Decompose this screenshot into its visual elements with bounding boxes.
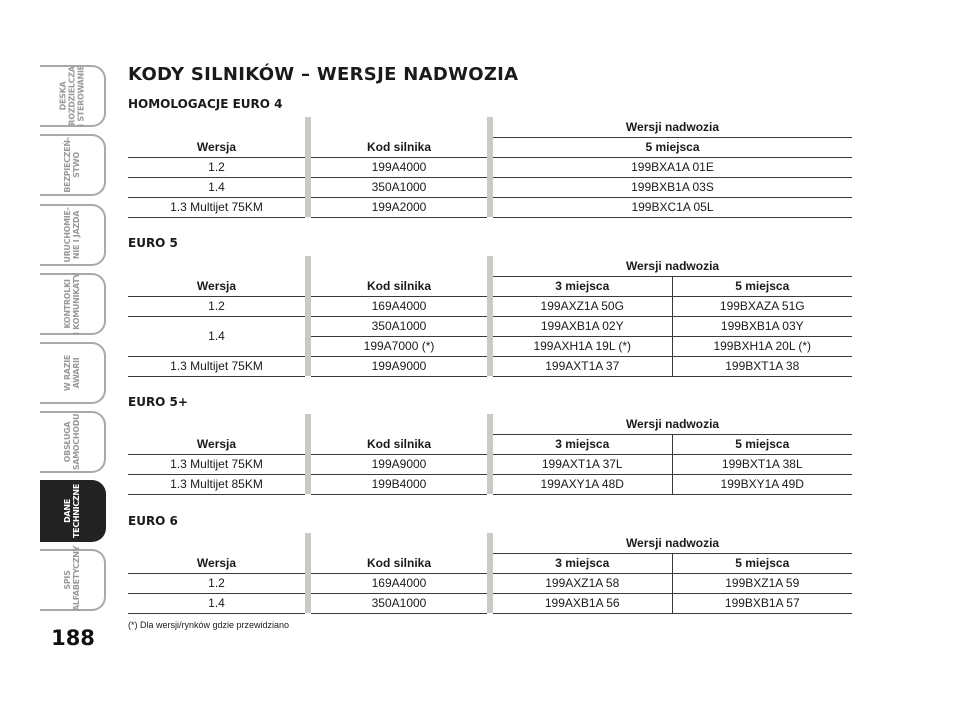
chapter-tabs	[40, 0, 106, 709]
section-title-euro5plus: EURO 5+	[128, 395, 188, 409]
cell-5-miejsca: 199BXH1A 20L (*)	[672, 336, 852, 356]
cell-5-miejsca: 199BXT1A 38L	[672, 454, 852, 474]
section-title-euro5: EURO 5	[128, 236, 178, 250]
table-row	[128, 296, 852, 316]
tab-uruchomienie-i-jazda[interactable]	[40, 204, 106, 266]
col-3-miejsca: 3 miejsca	[493, 553, 672, 573]
cell-kod: 350A1000	[311, 316, 487, 336]
tab-deska-rozdzielcza[interactable]	[40, 65, 106, 127]
table-euro5	[128, 256, 852, 377]
cell-3-miejsca: 199AXT1A 37	[493, 356, 672, 376]
col-wersja: Wersja	[128, 434, 305, 454]
cell-3-miejsca: 199AXZ1A 58	[493, 573, 672, 593]
col-kod-silnika: Kod silnika	[311, 276, 487, 296]
cell-5-miejsca: 199BXB1A 03Y	[672, 316, 852, 336]
cell-3-miejsca: 199AXY1A 48D	[493, 474, 672, 494]
tab-label: KONTROLKI I KOMUNIKATY	[63, 273, 81, 335]
cell-kod: 199B4000	[311, 474, 487, 494]
tab-label: URUCHOMIE- NIE I JAZDA	[63, 207, 81, 263]
cell-wersja: 1.4	[128, 316, 305, 356]
table-euro5plus	[128, 414, 852, 495]
page-number: 188	[51, 626, 95, 650]
section-title-euro4: HOMOLOGACJE EURO 4	[128, 97, 283, 111]
cell-kod: 199A2000	[311, 197, 487, 217]
col-5-miejsca: 5 miejsca	[672, 553, 852, 573]
tab-kontrolki[interactable]	[40, 273, 106, 335]
tab-label: DANE TECHNICZNE	[63, 484, 81, 538]
group-header: Wersji nadwozia	[493, 117, 852, 137]
tab-label: SPIS ALFABETYCZNY	[63, 545, 81, 611]
table-euro4	[128, 117, 852, 218]
cell-kod: 199A7000 (*)	[311, 336, 487, 356]
cell-wersja: 1.3 Multijet 75KM	[128, 356, 305, 376]
cell-kod: 199A9000	[311, 454, 487, 474]
cell-wersja: 1.2	[128, 157, 305, 177]
cell-3-miejsca: 199AXT1A 37L	[493, 454, 672, 474]
group-header: Wersji nadwozia	[493, 414, 852, 434]
cell-kod: 350A1000	[311, 177, 487, 197]
table-row	[128, 197, 852, 217]
cell-kod: 350A1000	[311, 593, 487, 613]
col-3-miejsca: 3 miejsca	[493, 276, 672, 296]
cell-kod: 169A4000	[311, 573, 487, 593]
tab-w-razie-awarii[interactable]	[40, 342, 106, 404]
group-header: Wersji nadwozia	[493, 256, 852, 276]
cell-wersja: 1.3 Multijet 75KM	[128, 197, 305, 217]
group-header: Wersji nadwozia	[493, 533, 852, 553]
cell-wersja: 1.4	[128, 593, 305, 613]
col-wersja: Wersja	[128, 276, 305, 296]
footnote: (*) Dla wersji/rynków gdzie przewidziano	[128, 620, 290, 630]
table-row	[128, 157, 852, 177]
col-3-miejsca: 3 miejsca	[493, 434, 672, 454]
col-wersja: Wersja	[128, 137, 305, 157]
page-title: KODY SILNIKÓW – WERSJE NADWOZIA	[128, 64, 519, 85]
cell-5-miejsca: 199BXY1A 49D	[672, 474, 852, 494]
cell-kod: 169A4000	[311, 296, 487, 316]
table-row	[128, 593, 852, 613]
cell-5-miejsca: 199BXZ1A 59	[672, 573, 852, 593]
cell-5-miejsca: 199BXT1A 38	[672, 356, 852, 376]
table-row	[128, 316, 852, 336]
tab-label: OBSŁUGA SAMOCHODU	[63, 413, 81, 471]
cell-wersja: 1.4	[128, 177, 305, 197]
tab-dane-techniczne[interactable]	[40, 480, 106, 542]
cell-wersja: 1.2	[128, 296, 305, 316]
col-5-miejsca: 5 miejsca	[493, 137, 852, 157]
table-row	[128, 474, 852, 494]
cell-wersja: 1.2	[128, 573, 305, 593]
table-row	[128, 454, 852, 474]
tab-label: BEZPIECZEŃ- STWO	[63, 137, 81, 193]
col-5-miejsca: 5 miejsca	[672, 434, 852, 454]
col-kod-silnika: Kod silnika	[311, 553, 487, 573]
cell-5-miejsca: 199BXAZA 51G	[672, 296, 852, 316]
cell-kod: 199A9000	[311, 356, 487, 376]
cell-5-miejsca: 199BXB1A 57	[672, 593, 852, 613]
cell-5-miejsca: 199BXA1A 01E	[493, 157, 852, 177]
tab-bezpieczenstwo[interactable]	[40, 134, 106, 196]
section-title-euro6: EURO 6	[128, 514, 178, 528]
cell-3-miejsca: 199AXB1A 56	[493, 593, 672, 613]
table-row	[128, 356, 852, 376]
cell-5-miejsca: 199BXC1A 05L	[493, 197, 852, 217]
cell-wersja: 1.3 Multijet 85KM	[128, 474, 305, 494]
tab-spis-alfabetyczny[interactable]	[40, 545, 106, 611]
tab-label: W RAZIE AWARII	[63, 354, 81, 392]
cell-wersja: 1.3 Multijet 75KM	[128, 454, 305, 474]
col-wersja: Wersja	[128, 553, 305, 573]
cell-kod: 199A4000	[311, 157, 487, 177]
table-row	[128, 177, 852, 197]
table-euro6	[128, 533, 852, 614]
cell-3-miejsca: 199AXH1A 19L (*)	[493, 336, 672, 356]
cell-5-miejsca: 199BXB1A 03S	[493, 177, 852, 197]
tab-obsluga-samochodu[interactable]	[40, 411, 106, 473]
table-row	[128, 573, 852, 593]
cell-3-miejsca: 199AXB1A 02Y	[493, 316, 672, 336]
col-kod-silnika: Kod silnika	[311, 434, 487, 454]
col-kod-silnika: Kod silnika	[311, 137, 487, 157]
tab-label: DESKA ROZDZIELCZA I STEROWANIE	[58, 65, 86, 127]
col-5-miejsca: 5 miejsca	[672, 276, 852, 296]
cell-3-miejsca: 199AXZ1A 50G	[493, 296, 672, 316]
